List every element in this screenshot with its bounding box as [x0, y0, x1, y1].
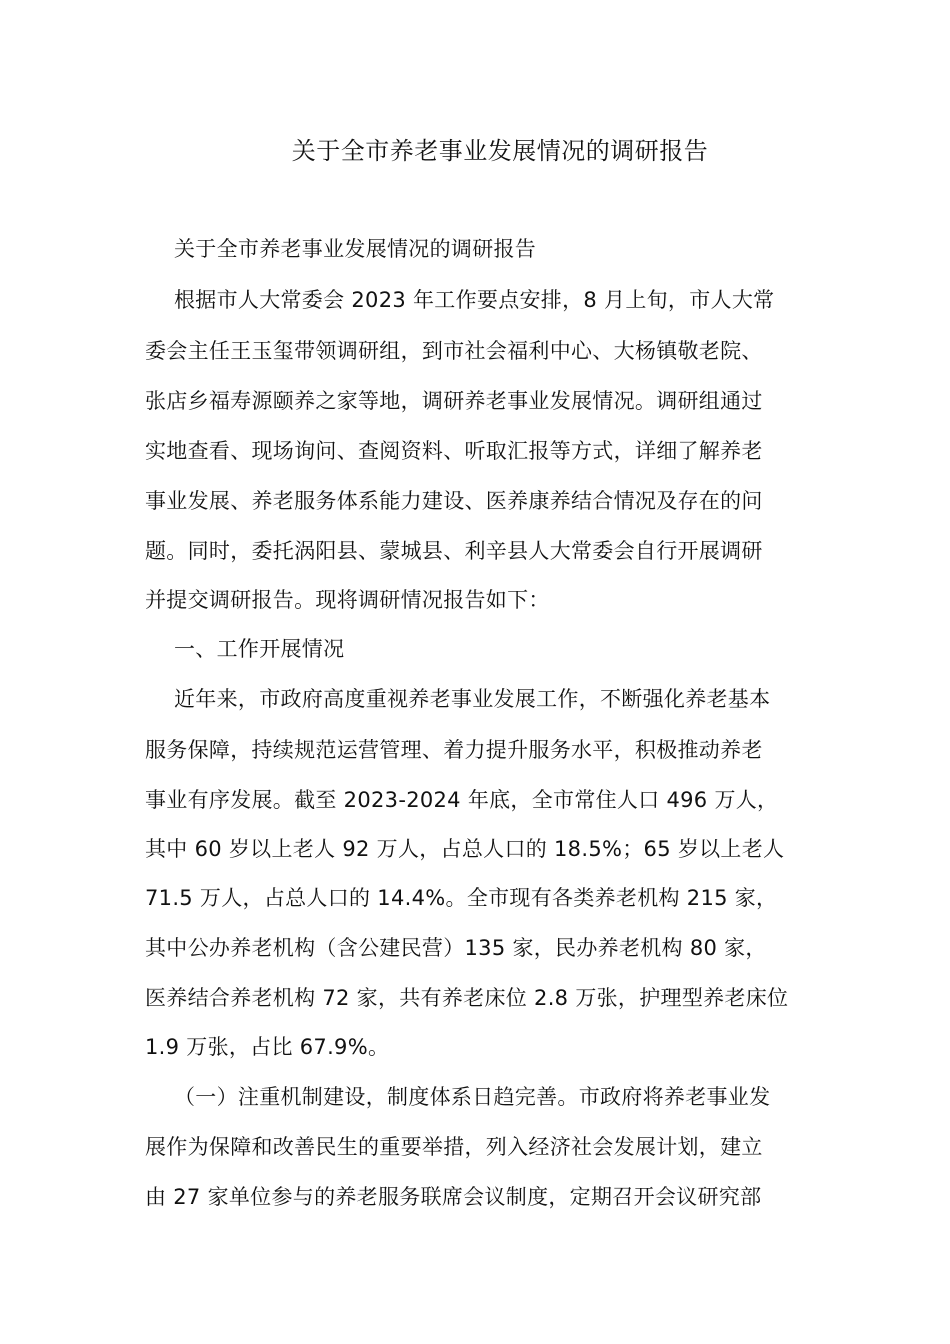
paragraph-line: 近年来，市政府高度重视养老事业发展工作，不断强化养老基本: [174, 687, 771, 711]
subtitle-line: 关于全市养老事业发展情况的调研报告: [174, 237, 537, 261]
paragraph-line: 1.9 万张，占比 67.9%。: [145, 1035, 390, 1059]
paragraph-line: 事业发展、养老服务体系能力建设、医养康养结合情况及存在的问: [145, 489, 763, 513]
paragraph-line: 其中公办养老机构（含公建民营）135 家，民办养老机构 80 家，: [145, 936, 767, 960]
paragraph-line: 根据市人大常委会 2023 年工作要点安排，8 月上旬，市人大常: [174, 288, 775, 312]
section-heading: 一、工作开展情况: [174, 637, 345, 661]
paragraph-line: 张店乡福寿源颐养之家等地，调研养老事业发展情况。调研组通过: [145, 389, 763, 413]
paragraph-line: 实地查看、现场询问、查阅资料、听取汇报等方式，详细了解养老: [145, 439, 763, 463]
paragraph-line: 医养结合养老机构 72 家，共有养老床位 2.8 万张，护理型养老床位: [145, 986, 789, 1010]
paragraph-line: 服务保障，持续规范运营管理、着力提升服务水平，积极推动养老: [145, 738, 763, 762]
paragraph-line: 题。同时，委托涡阳县、蒙城县、利辛县人大常委会自行开展调研: [145, 539, 763, 563]
document-title: 关于全市养老事业发展情况的调研报告: [291, 137, 709, 165]
paragraph-line: 委会主任王玉玺带领调研组，到市社会福利中心、大杨镇敬老院、: [145, 339, 763, 363]
paragraph-line: 并提交调研报告。现将调研情况报告如下：: [145, 588, 550, 612]
paragraph-line: 展作为保障和改善民生的重要举措，列入经济社会发展计划，建立: [145, 1135, 763, 1159]
paragraph-line: （一）注重机制建设，制度体系日趋完善。市政府将养老事业发: [174, 1085, 771, 1109]
paragraph-line: 事业有序发展。截至 2023-2024 年底，全市常住人口 496 万人，: [145, 788, 779, 812]
paragraph-line: 由 27 家单位参与的养老服务联席会议制度，定期召开会议研究部: [145, 1185, 762, 1209]
paragraph-line: 其中 60 岁以上老人 92 万人，占总人口的 18.5%；65 岁以上老人: [145, 837, 785, 861]
paragraph-line: 71.5 万人，占总人口的 14.4%。全市现有各类养老机构 215 家，: [145, 886, 778, 910]
